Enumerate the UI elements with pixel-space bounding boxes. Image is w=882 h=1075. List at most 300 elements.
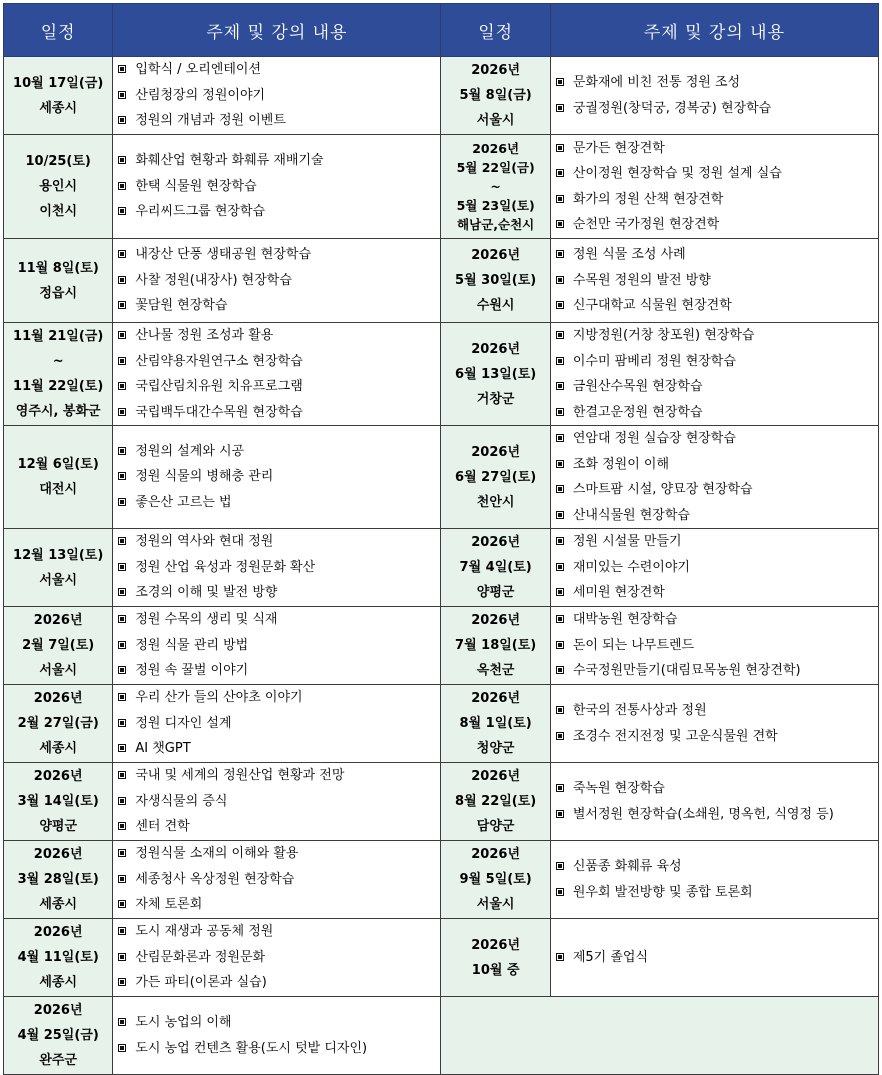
session-date-left <box>4 529 113 607</box>
topic-item <box>556 187 878 213</box>
topic-text: 조화 정원이 이해 <box>572 456 669 472</box>
topic-text: 문화재에 비친 전통 정원 조성 <box>572 75 741 90</box>
square-bullet-icon <box>118 875 126 883</box>
topic-text: 정원 시설물 만들기 <box>572 534 682 550</box>
topic-item <box>118 867 440 893</box>
date-line: 3월 14일(토) <box>17 794 99 809</box>
date-line: 2026년 <box>471 248 521 263</box>
square-bullet-icon <box>556 331 564 339</box>
topic-item <box>118 841 440 867</box>
topic-text: 죽녹원 현장학습 <box>572 781 665 796</box>
topic-item <box>556 724 878 750</box>
topic-item <box>118 529 440 555</box>
topic-text: 대박농원 현장학습 <box>572 612 678 628</box>
session-date-left <box>4 763 113 841</box>
square-bullet-icon <box>118 666 126 674</box>
date-line: 2026년 <box>471 769 521 784</box>
topic-item <box>556 268 878 294</box>
square-bullet-icon <box>556 144 564 152</box>
square-bullet-icon <box>118 744 126 752</box>
session-date-right <box>441 57 550 135</box>
date-line: 4월 11일(토) <box>17 950 99 965</box>
topic-text: 조경의 이해 및 발전 방향 <box>135 585 278 601</box>
session-date-right <box>441 426 550 529</box>
topic-item <box>556 242 878 268</box>
topic-item <box>118 108 440 134</box>
session-topics-right <box>550 685 878 763</box>
topic-text: 국립산림치유원 치유프로그램 <box>135 379 303 394</box>
topic-text: 연암대 정원 실습장 현장학습 <box>572 431 736 446</box>
square-bullet-icon <box>556 408 564 416</box>
date-line: 대전시 <box>39 482 78 497</box>
date-line: 정읍시 <box>39 285 78 301</box>
square-bullet-icon <box>556 588 564 596</box>
schedule-row <box>4 841 879 919</box>
topic-text: 정원의 개념과 정원 이벤트 <box>135 113 286 129</box>
square-bullet-icon <box>118 91 126 99</box>
square-bullet-icon <box>118 116 126 124</box>
date-line: 2026년 <box>33 925 83 940</box>
date-line: 4월 25일(금) <box>17 1028 99 1043</box>
session-date-left <box>4 997 113 1075</box>
date-line: 10/25(토) <box>25 154 91 169</box>
session-topics-left <box>113 426 441 529</box>
date-line: 12월 6일(토) <box>17 457 99 472</box>
topic-text: 국립백두대간수목원 현장학습 <box>135 404 303 420</box>
topic-item <box>118 970 440 996</box>
topic-text: 산림청장의 정원이야기 <box>135 87 266 103</box>
date-line: 7월 4일(토) <box>459 560 532 575</box>
session-topics-left <box>113 57 441 135</box>
topic-text: 조경수 전지전정 및 고운식물원 견학 <box>572 728 778 744</box>
square-bullet-icon <box>118 588 126 596</box>
square-bullet-icon <box>556 169 564 177</box>
topic-item <box>556 555 878 581</box>
square-bullet-icon <box>556 953 564 961</box>
session-date-left <box>4 135 113 239</box>
topic-text: 한국의 전통사상과 정원 <box>572 703 707 718</box>
topic-text: 재미있는 수련이야기 <box>572 559 690 575</box>
topic-text: 정원 식물 조성 사례 <box>572 247 686 263</box>
session-date-left <box>4 426 113 529</box>
date-line: 2026년 <box>33 613 83 628</box>
topic-text: 신품종 화훼류 육성 <box>572 859 682 874</box>
topic-item <box>118 1010 440 1036</box>
date-line: 서울시 <box>476 897 515 912</box>
square-bullet-icon <box>118 693 126 701</box>
date-line: 완주군 <box>39 1053 78 1068</box>
square-bullet-icon <box>118 641 126 649</box>
square-bullet-icon <box>556 382 564 390</box>
topic-text: AI 챗GPT <box>135 741 191 757</box>
session-topics-left <box>113 763 441 841</box>
topic-item <box>118 323 440 349</box>
session-date-left <box>4 841 113 919</box>
schedule-row <box>4 323 879 426</box>
topic-text: 정원 식물의 병해충 관리 <box>135 469 274 485</box>
session-topics-left <box>113 529 441 607</box>
square-bullet-icon <box>556 706 564 714</box>
topic-item <box>556 945 878 971</box>
topic-item <box>118 57 440 83</box>
topic-item <box>118 555 440 581</box>
topic-item <box>118 892 440 918</box>
session-topics-right <box>550 426 878 529</box>
square-bullet-icon <box>118 719 126 727</box>
topic-item <box>556 161 878 187</box>
session-date-right <box>441 763 550 841</box>
square-bullet-icon <box>556 485 564 493</box>
square-bullet-icon <box>556 104 564 112</box>
session-date-left <box>4 323 113 426</box>
topic-text: 화훼산업 현황과 화훼류 재배기술 <box>135 153 324 169</box>
square-bullet-icon <box>118 978 126 986</box>
square-bullet-icon <box>556 784 564 792</box>
topic-text: 스마트팜 시설, 양묘장 현장학습 <box>572 482 753 497</box>
session-date-right <box>441 323 550 426</box>
date-line: 2월 27일(금) <box>17 716 99 731</box>
session-topics-right <box>550 323 878 426</box>
topic-item <box>118 658 440 684</box>
topic-item <box>556 323 878 349</box>
topic-item <box>556 529 878 555</box>
date-line: 2026년 <box>33 769 83 784</box>
schedule-row <box>4 239 879 323</box>
square-bullet-icon <box>118 771 126 779</box>
square-bullet-icon <box>118 537 126 545</box>
date-line: 2026년 <box>471 937 521 953</box>
topic-text: 입학식 / 오리엔테이션 <box>135 62 262 78</box>
square-bullet-icon <box>556 220 564 228</box>
session-topics-right <box>550 135 878 239</box>
topic-item <box>118 633 440 659</box>
topic-item <box>556 136 878 162</box>
topic-text: 정원 산업 육성과 정원문화 확산 <box>135 559 316 575</box>
session-date-left <box>4 239 113 323</box>
topic-item <box>556 212 878 238</box>
topic-item <box>556 374 878 400</box>
topic-text: 가든 파티(이론과 실습) <box>135 975 267 991</box>
topic-text: 산림문화론과 정원문화 <box>135 949 266 965</box>
square-bullet-icon <box>556 537 564 545</box>
topic-text: 내장산 단풍 생태공원 현장학습 <box>135 247 312 263</box>
header-row <box>4 4 879 57</box>
topic-item <box>118 174 440 200</box>
date-line: 10월 17일(금) <box>13 75 104 91</box>
topic-item <box>556 96 878 122</box>
date-line: 6월 13일(토) <box>455 366 537 382</box>
square-bullet-icon <box>556 615 564 623</box>
topic-text: 세미원 현장견학 <box>572 585 665 601</box>
topic-text: 신구대학교 식물원 현장견학 <box>572 298 732 314</box>
topic-text: 화가의 정원 산책 현장견학 <box>572 191 724 207</box>
topic-text: 좋은산 고르는 법 <box>135 494 232 510</box>
topic-text: 지방정원(거창 창포원) 현장학습 <box>572 328 755 343</box>
date-line: 5월 22일(금) <box>456 160 535 175</box>
date-line: 2026년 <box>471 691 521 706</box>
session-topics-right <box>550 919 878 997</box>
date-line: 천안시 <box>476 494 515 510</box>
date-line: 2026년 <box>471 847 521 862</box>
session-topics-right <box>550 841 878 919</box>
session-topics-left <box>113 685 441 763</box>
topic-text: 문가든 현장견학 <box>572 140 665 156</box>
topic-item <box>118 945 440 971</box>
date-line: 용인시 <box>39 179 78 194</box>
square-bullet-icon <box>556 434 564 442</box>
topic-item <box>118 763 440 789</box>
square-bullet-icon <box>118 65 126 73</box>
session-topics-right <box>550 57 878 135</box>
session-date-right <box>441 841 550 919</box>
topic-item <box>556 776 878 802</box>
session-topics-left <box>113 607 441 685</box>
session-topics-left <box>113 135 441 239</box>
topic-item <box>556 658 878 684</box>
topic-item <box>118 148 440 174</box>
topic-text: 자생식물의 증식 <box>135 793 228 809</box>
topic-text: 정원 식물 관리 방법 <box>135 637 249 653</box>
date-line: ~ <box>490 179 501 194</box>
topic-item <box>556 698 878 724</box>
topic-item <box>118 268 440 294</box>
session-date-left <box>4 57 113 135</box>
topic-text: 사찰 정원(내장사) 현장학습 <box>135 272 292 288</box>
topic-text: 정원의 역사와 현대 정원 <box>135 534 274 550</box>
topic-item <box>556 503 878 529</box>
session-date-right <box>441 919 550 997</box>
date-line: 이천시 <box>39 204 78 219</box>
date-line: 5월 8일(금) <box>459 88 532 103</box>
topic-item <box>556 802 878 828</box>
date-line: ~ <box>52 354 64 369</box>
date-line: 양평군 <box>39 819 78 834</box>
date-line: 서울시 <box>476 113 515 128</box>
session-topics-right <box>550 529 878 607</box>
date-line: 해남군,순천시 <box>457 217 535 232</box>
session-topics-right <box>550 239 878 323</box>
session-date-right <box>441 239 550 323</box>
topic-item <box>118 789 440 815</box>
topic-text: 한결고운정원 현장학습 <box>572 404 703 420</box>
square-bullet-icon <box>556 276 564 284</box>
session-topics-right <box>550 763 878 841</box>
topic-text: 정원식물 소재의 이해와 활용 <box>135 846 299 862</box>
square-bullet-icon <box>118 382 126 390</box>
schedule-row <box>4 135 879 239</box>
date-line: 9월 5일(토) <box>459 872 532 887</box>
topic-item <box>556 349 878 375</box>
session-topics-right <box>550 607 878 685</box>
topic-item <box>118 919 440 945</box>
schedule-row <box>4 529 879 607</box>
date-line: 8월 1일(토) <box>459 716 532 731</box>
topic-text: 수국정원만들기(대림묘목농원 현장견학) <box>572 663 801 679</box>
topic-text: 우리씨드그룹 현장학습 <box>135 204 266 220</box>
date-line: 옥천군 <box>476 663 515 678</box>
topic-item <box>118 607 440 633</box>
topic-item <box>556 854 878 880</box>
square-bullet-icon <box>118 301 126 309</box>
topic-text: 제5기 졸업식 <box>572 949 649 965</box>
topic-text: 돈이 되는 나무트렌드 <box>572 637 695 653</box>
topic-item <box>556 477 878 503</box>
topic-item <box>556 452 878 478</box>
date-line: 8월 22일(토) <box>455 794 537 809</box>
date-line: 수원시 <box>476 298 515 313</box>
topic-text: 도시 재생과 공동체 정원 <box>135 924 274 940</box>
square-bullet-icon <box>556 78 564 86</box>
square-bullet-icon <box>118 1044 126 1052</box>
date-line: 2026년 <box>33 847 83 862</box>
topic-item <box>556 293 878 319</box>
topic-text: 산림약용자원연구소 현장학습 <box>135 353 303 369</box>
date-line: 청양군 <box>476 741 515 756</box>
date-line: 11월 21일(금) <box>13 329 104 344</box>
session-date-right <box>441 529 550 607</box>
date-line: 12월 13일(토) <box>13 547 104 563</box>
schedule-body <box>4 57 879 1075</box>
date-line: 양평군 <box>476 585 515 600</box>
date-line: 3월 28일(토) <box>17 872 99 887</box>
date-line: 영주시, 봉화군 <box>15 404 101 419</box>
header-date-right: 일정 <box>441 4 550 57</box>
square-bullet-icon <box>556 810 564 818</box>
topic-item <box>118 83 440 109</box>
square-bullet-icon <box>118 563 126 571</box>
date-line: 세종시 <box>39 975 78 990</box>
topic-text: 별서정원 현장학습(소쇄원, 명옥헌, 식영정 등) <box>572 806 834 822</box>
topic-item <box>118 685 440 711</box>
topic-item <box>118 293 440 319</box>
square-bullet-icon <box>118 250 126 258</box>
topic-item <box>118 199 440 225</box>
date-line: 2026년 <box>471 613 521 628</box>
square-bullet-icon <box>118 447 126 455</box>
topic-item <box>118 490 440 516</box>
date-line: 2026년 <box>471 444 521 460</box>
session-date-right <box>441 607 550 685</box>
topic-text: 국내 및 세계의 정원산업 현황과 전망 <box>135 768 345 784</box>
square-bullet-icon <box>556 888 564 896</box>
date-line: 세종시 <box>39 897 78 912</box>
date-line: 5월 30일(토) <box>455 273 537 288</box>
topic-text: 금원산수목원 현장학습 <box>572 379 703 394</box>
schedule-row <box>4 919 879 997</box>
date-line: 세종시 <box>39 100 78 116</box>
topic-item <box>118 400 440 426</box>
date-line: 담양군 <box>476 819 515 834</box>
topic-item <box>118 711 440 737</box>
date-line: 11월 8일(토) <box>17 260 99 276</box>
session-topics-left <box>113 239 441 323</box>
square-bullet-icon <box>556 666 564 674</box>
session-date-left <box>4 607 113 685</box>
date-line: 2026년 <box>33 691 83 706</box>
schedule-table <box>3 3 879 1075</box>
session-date-left <box>4 919 113 997</box>
topic-text: 수목원 정원의 발전 방향 <box>572 272 711 288</box>
square-bullet-icon <box>556 862 564 870</box>
square-bullet-icon <box>118 953 126 961</box>
topic-text: 궁궐정원(창덕궁, 경복궁) 현장학습 <box>572 100 772 116</box>
topic-item <box>118 1036 440 1062</box>
date-line: 6월 27일(토) <box>455 469 537 485</box>
topic-text: 꽃담원 현장학습 <box>135 298 228 314</box>
topic-text: 한택 식물원 현장학습 <box>135 178 257 194</box>
date-line: 2026년 <box>471 341 521 357</box>
topic-text: 자체 토론회 <box>135 897 203 913</box>
square-bullet-icon <box>118 927 126 935</box>
topic-text: 도시 농업의 이해 <box>135 1015 232 1030</box>
topic-text: 산나물 정원 조성과 활용 <box>135 328 274 343</box>
topic-item <box>556 880 878 906</box>
session-topics-left <box>113 919 441 997</box>
square-bullet-icon <box>118 615 126 623</box>
date-line: 2026년 <box>471 535 521 550</box>
square-bullet-icon <box>556 195 564 203</box>
header-topic-left: 주제 및 강의 내용 <box>113 4 441 57</box>
date-line: 11월 22일(토) <box>13 379 104 394</box>
square-bullet-icon <box>118 797 126 805</box>
topic-text: 센터 견학 <box>135 819 190 835</box>
session-topics-left <box>113 997 441 1075</box>
date-line: 거창군 <box>476 391 515 407</box>
square-bullet-icon <box>118 156 126 164</box>
empty-cell <box>441 997 879 1075</box>
topic-item <box>556 400 878 426</box>
square-bullet-icon <box>118 900 126 908</box>
square-bullet-icon <box>118 408 126 416</box>
square-bullet-icon <box>118 1018 126 1026</box>
session-date-right <box>441 135 550 239</box>
topic-text: 이수미 팜베리 정원 현장학습 <box>572 353 736 369</box>
topic-item <box>556 70 878 96</box>
topic-text: 도시 농업 컨텐츠 활용(도시 텃밭 디자인) <box>135 1040 368 1056</box>
square-bullet-icon <box>118 498 126 506</box>
topic-item <box>118 439 440 465</box>
date-line: 세종시 <box>39 741 78 756</box>
topic-item <box>118 464 440 490</box>
date-line: 서울시 <box>39 572 78 588</box>
topic-item <box>118 736 440 762</box>
square-bullet-icon <box>118 331 126 339</box>
session-topics-left <box>113 841 441 919</box>
topic-item <box>556 426 878 452</box>
topic-text: 정원의 설계와 시공 <box>135 443 245 459</box>
schedule-row <box>4 57 879 135</box>
topic-item <box>118 814 440 840</box>
square-bullet-icon <box>556 250 564 258</box>
square-bullet-icon <box>556 641 564 649</box>
topic-item <box>118 374 440 400</box>
topic-text: 순천만 국가정원 현장견학 <box>572 217 720 232</box>
square-bullet-icon <box>118 182 126 190</box>
topic-item <box>556 607 878 633</box>
topic-item <box>556 580 878 606</box>
header-date-left: 일정 <box>4 4 113 57</box>
topic-text: 원우회 발전방향 및 종합 토론회 <box>572 884 753 900</box>
square-bullet-icon <box>556 301 564 309</box>
square-bullet-icon <box>118 822 126 830</box>
schedule-row <box>4 763 879 841</box>
schedule-row <box>4 997 879 1075</box>
date-line: 10월 중 <box>471 962 520 978</box>
topic-item <box>556 633 878 659</box>
date-line: 5월 23일(토) <box>456 198 535 213</box>
date-line: 7월 18일(토) <box>455 638 537 653</box>
date-line: 서울시 <box>39 663 78 678</box>
